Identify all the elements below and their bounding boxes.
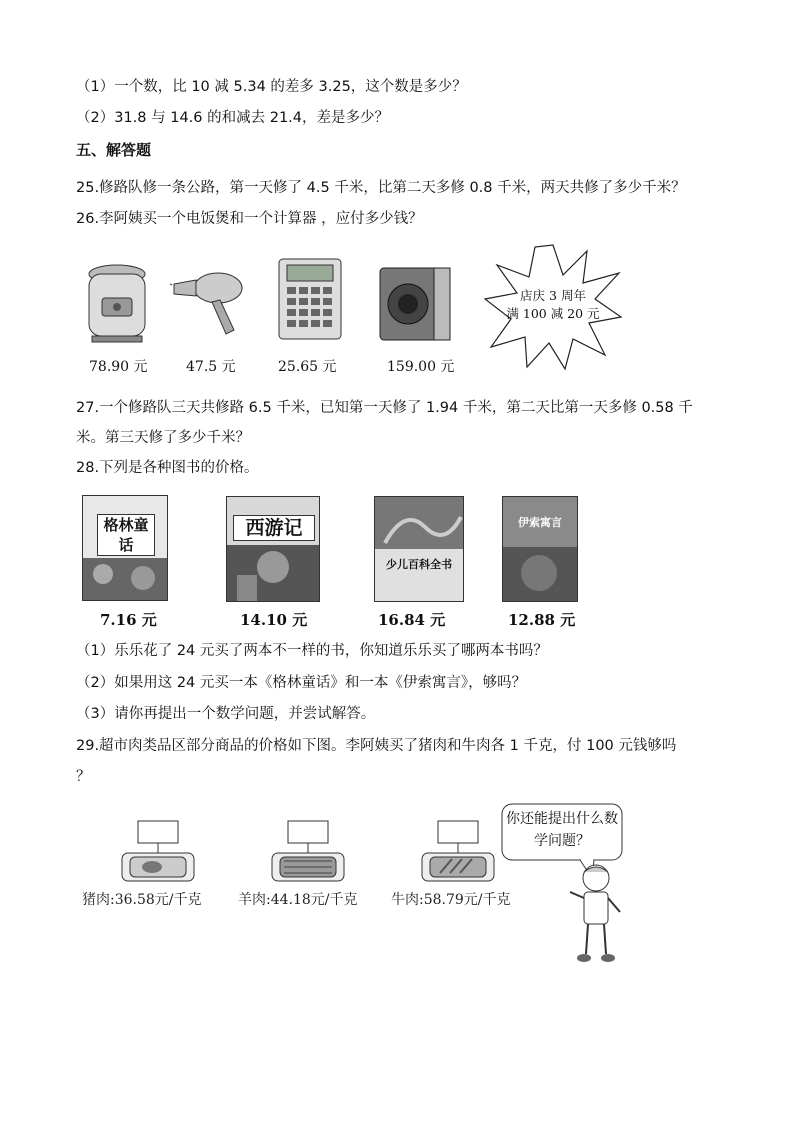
book-title-encyclopedia: 少儿百科全书 [386, 558, 452, 571]
speaker-icon [378, 266, 452, 342]
q27-line2: 米。第三天修了多少千米？ [76, 430, 250, 446]
speaker-price: 159.00 元 [387, 359, 455, 375]
book-cover-journey-west [226, 496, 320, 602]
q28-part3: （3）请你再提出一个数学问题，并尝试解答。 [76, 706, 376, 722]
q28-part2: （2）如果用这 24 元买一本《格林童话》和一本《伊索寓言》，够吗？ [76, 675, 527, 691]
q28-part1: （1）乐乐花了 24 元买了两本不一样的书，你知道乐乐买了哪两本书吗？ [76, 643, 548, 659]
beef-tray-icon [418, 819, 498, 883]
q29-line1: 29.超市肉类品区部分商品的价格如下图。李阿姨买了猪肉和牛肉各 1 千克，付 100 元钱够吗 [76, 738, 677, 754]
hair-dryer-icon [170, 268, 246, 338]
section-title: 五、解答题 [76, 141, 152, 159]
promo-text-line2: 满 100 减 20 元 [506, 306, 600, 321]
beef-price: 牛肉:58.79元/千克 [391, 892, 511, 908]
child-figure-icon [562, 862, 628, 966]
q27-line1: 27.一个修路队三天共修路 6.5 千米，已知第一天修了 1.94 千米，第二天比第一天多修 0.58 千 [76, 400, 693, 416]
rice-cooker-price: 78.90 元 [89, 359, 148, 375]
q29-line2: ？ [76, 769, 91, 785]
book-title-journey-west: 西游记 [233, 515, 315, 541]
q24-part1: （1）一个数，比 10 减 5.34 的差多 3.25，这个数是多少？ [76, 79, 467, 95]
pork-price: 猪肉:36.58元/千克 [82, 892, 202, 908]
journey-west-price: 14.10 元 [240, 611, 308, 629]
book-cover-grimm [82, 495, 168, 601]
q25-text: 25.修路队修一条公路，第一天修了 4.5 千米，比第二天多修 0.8 千米，两天共修了多少千米？ [76, 180, 686, 196]
encyclopedia-price: 16.84 元 [378, 611, 446, 629]
mutton-price: 羊肉:44.18元/千克 [238, 892, 358, 908]
calculator-price: 25.65 元 [278, 359, 337, 375]
book-cover-aesop [502, 496, 578, 602]
bubble-text: 你还能提出什么数学问题？ [506, 811, 618, 849]
calculator-icon [275, 257, 345, 342]
promo-text-line1: 店庆 3 周年 [520, 288, 586, 303]
book-title-grimm: 格林童话 [97, 514, 155, 556]
hair-dryer-price: 47.5 元 [186, 359, 236, 375]
q28-text: 28.下列是各种图书的价格。 [76, 460, 259, 476]
q26-text: 26.李阿姨买一个电饭煲和一个计算器 ，应付多少钱？ [76, 211, 423, 227]
book-cover-encyclopedia [374, 496, 464, 602]
mutton-tray-icon [268, 819, 348, 883]
pork-tray-icon [118, 819, 198, 883]
rice-cooker-icon [82, 260, 152, 350]
grimm-price: 7.16 元 [100, 611, 157, 629]
aesop-price: 12.88 元 [508, 611, 576, 629]
book-title-aesop: 伊索寓言 [518, 516, 562, 529]
q24-part2: （2）31.8 与 14.6 的和减去 21.4，差是多少？ [76, 110, 390, 126]
